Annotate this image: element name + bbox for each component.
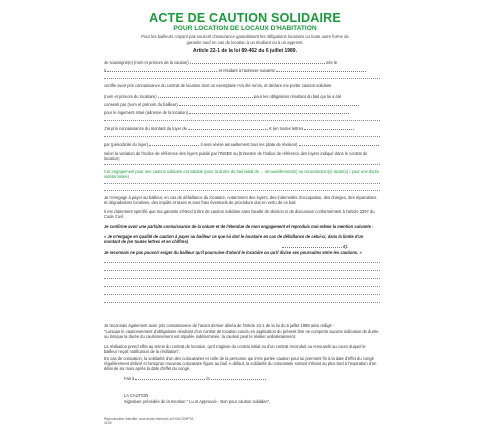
colocation-text: En cas de colocation, la solidarité d'un des colocataires et celle de la personne qui s'est portée caution pour lui prennent fin à la date d'effet du congé régulièrement délivré et lorsqu'un nouveau colocataire figure au bail. A défaut, la solidarité du colocataire sortant s'éteint au plus tard à l'expiration d'un délai de six mois après la date d'effet du congé. xyxy=(104,356,377,371)
tenant-field[interactable] xyxy=(158,94,253,98)
landlord-field[interactable] xyxy=(179,102,359,106)
handwritten-line-2[interactable] xyxy=(104,270,380,271)
quote1-text: "Lorsque le cautionnement d'obligations résultant d'un contrat de location conclu en application du présent titre ne comporte aucune indication de durée ou lorsque la durée du cautionnement est stipulée indéterminée, la caution peut le résilier unilatéralement. xyxy=(104,329,379,339)
address-line[interactable] xyxy=(104,78,380,79)
fait-a-label: Fait à xyxy=(124,376,135,381)
indice-line[interactable] xyxy=(104,164,380,165)
undersigned-row xyxy=(104,60,380,65)
confirme-text: Je confirme avoir une parfaite connaissance de la nature et de l'étendue de mon engagement et reproduis moi-même la mention suivante : xyxy=(104,224,374,229)
handwritten-line-4[interactable] xyxy=(104,286,380,287)
a-label: à xyxy=(104,68,107,73)
quote-text: « Je m'engage en qualité de caution à payer au bailleur ce que lui doit le locataire en cas de défaillance de celui-ci, dans la limite d'un montant de (en toutes lettres et en chiffres) xyxy=(104,234,364,245)
euros-close-label: €). xyxy=(343,244,348,249)
undersigned-field[interactable] xyxy=(190,60,325,64)
periodicity-row xyxy=(104,142,380,147)
address-field[interactable] xyxy=(276,68,366,72)
rent-row xyxy=(104,126,380,131)
renonce-text: Je reconnais ne pas pouvoir exiger du bailleur qu'il poursuive d'abord le locataire ou qu'il divise ses poursuites entre les cautions. » xyxy=(104,250,362,255)
revision-field[interactable] xyxy=(299,142,379,146)
handwritten-line-5[interactable] xyxy=(104,294,380,295)
property-field[interactable] xyxy=(189,110,349,114)
engagement-text: Cet engagement pour une caution solidaire est valable (pour la durée du bail initial de ... renouvellement(s) ou reconduction(s) tacite(s) / pour une durée indéterminée) xyxy=(104,169,380,179)
property-line[interactable] xyxy=(104,120,380,121)
engagement-line-2[interactable] xyxy=(104,190,380,191)
intro-text: Pour les bailleurs n'ayant pas souscrit d'assurance garantissant les obligations locatives ou toute autre forme de garantie sauf en cas de location à un étudiant ou à un apprenti. xyxy=(141,34,349,45)
property-label: pour le logement situé (adresse de la location) xyxy=(104,110,188,115)
document-subtitle: POUR LOCATION DE LOCAUX D'HABITATION xyxy=(173,25,317,32)
tenant-row xyxy=(104,94,380,99)
defaillance-text: Je m'engage à payer au bailleur, en cas de défaillance du locataire, notamment des loyers, des indemnités d'occupation, des charges, des réparations et dégradations locatives, des impôts et taxes et tous frais éventuels de procédure dus en vertu de ce bail. xyxy=(104,195,377,205)
signature-text: Signature précédée de la mention " Lu et Approuvé - Bon pour caution solidaire". xyxy=(124,399,271,404)
birthplace-field[interactable] xyxy=(107,68,217,72)
footer-code: 4103 xyxy=(104,421,112,426)
landlord-label: consenti par (nom et prénom du bailleur) xyxy=(104,102,178,107)
revision-label: Il sera révisé annuellement tous les (date de révision) xyxy=(200,142,298,147)
clairement-text: Il est clairement spécifié que ma garantie s'étend à titre de caution solidaire sans faculté de division ni de discussion conformément à l'article 2297 du Code Civil. xyxy=(104,209,375,219)
handwritten-line-1[interactable] xyxy=(104,262,380,263)
landlord-row xyxy=(104,102,380,107)
fait-a-field[interactable] xyxy=(135,376,205,380)
birthplace-row xyxy=(104,68,380,73)
le-label: le xyxy=(206,376,210,381)
rent-letters-label: € (en toutes lettres xyxy=(269,126,304,131)
fait-row xyxy=(124,376,400,381)
rent-amount-field[interactable] xyxy=(188,126,268,130)
footer xyxy=(104,417,193,426)
rent-label: J'ai pris connaissance du montant du loyer de xyxy=(104,126,187,131)
footer-copyright: Reproduction interdite, tous droits réservés à EXACOMPTA xyxy=(104,417,194,421)
article-reference: Article 22-1 de la loi 89-462 du 6 juillet 1989. xyxy=(193,48,297,54)
property-row xyxy=(104,110,380,115)
date-field[interactable] xyxy=(211,376,266,380)
engagement-line-1[interactable] xyxy=(104,183,380,184)
rent-letters-field[interactable] xyxy=(304,126,354,130)
residant-label: et résidant à l'adresse suivante xyxy=(218,68,275,73)
undersigned-label: Je soussigné(e) (nom et prénom de la caution) xyxy=(104,60,189,65)
rent-line[interactable] xyxy=(104,136,380,137)
amount-row xyxy=(282,244,382,249)
tenant-label: (nom et prénom du locataire) xyxy=(104,94,157,99)
certifie-text: certifie avoir pris connaissance du contrat de location dont un exemplaire m'a été remis, et déclare me porter caution solidaire xyxy=(104,83,332,88)
indice-text: selon la variation de l'indice de référence des loyers publié par l'INSEE au (trimestre de l'indice de référence des loyers indiqué dans le contrat de location) xyxy=(104,151,368,161)
nee-le-label: née le xyxy=(325,60,338,65)
obligations-label: pour les obligations résultant du bail qui lui a été xyxy=(253,94,342,99)
handwritten-line-6[interactable] xyxy=(104,302,380,303)
handwritten-line-3[interactable] xyxy=(104,278,380,279)
document-title: ACTE DE CAUTION SOLIDAIRE xyxy=(149,11,341,25)
caution-label: LA CAUTION xyxy=(124,393,149,398)
periodicity-label: par (périodicité du loyer) xyxy=(104,142,149,147)
amount-figures-field[interactable] xyxy=(282,244,342,248)
quote2-text: La résiliation prend effet au terme du contrat de location, qu'il s'agisse du contrat initial ou d'un contrat reconduit ou renouvelé au cours duquel le bailleur reçoit notification de la résiliation". xyxy=(104,344,366,354)
periodicity-field[interactable] xyxy=(149,142,199,146)
reconnais-text: Je reconnais également avoir pris connaissance de l'avant dernier alinéa de l'article 22-1 de la loi du 6 juillet 1989 ainsi rédigé : xyxy=(104,323,335,328)
